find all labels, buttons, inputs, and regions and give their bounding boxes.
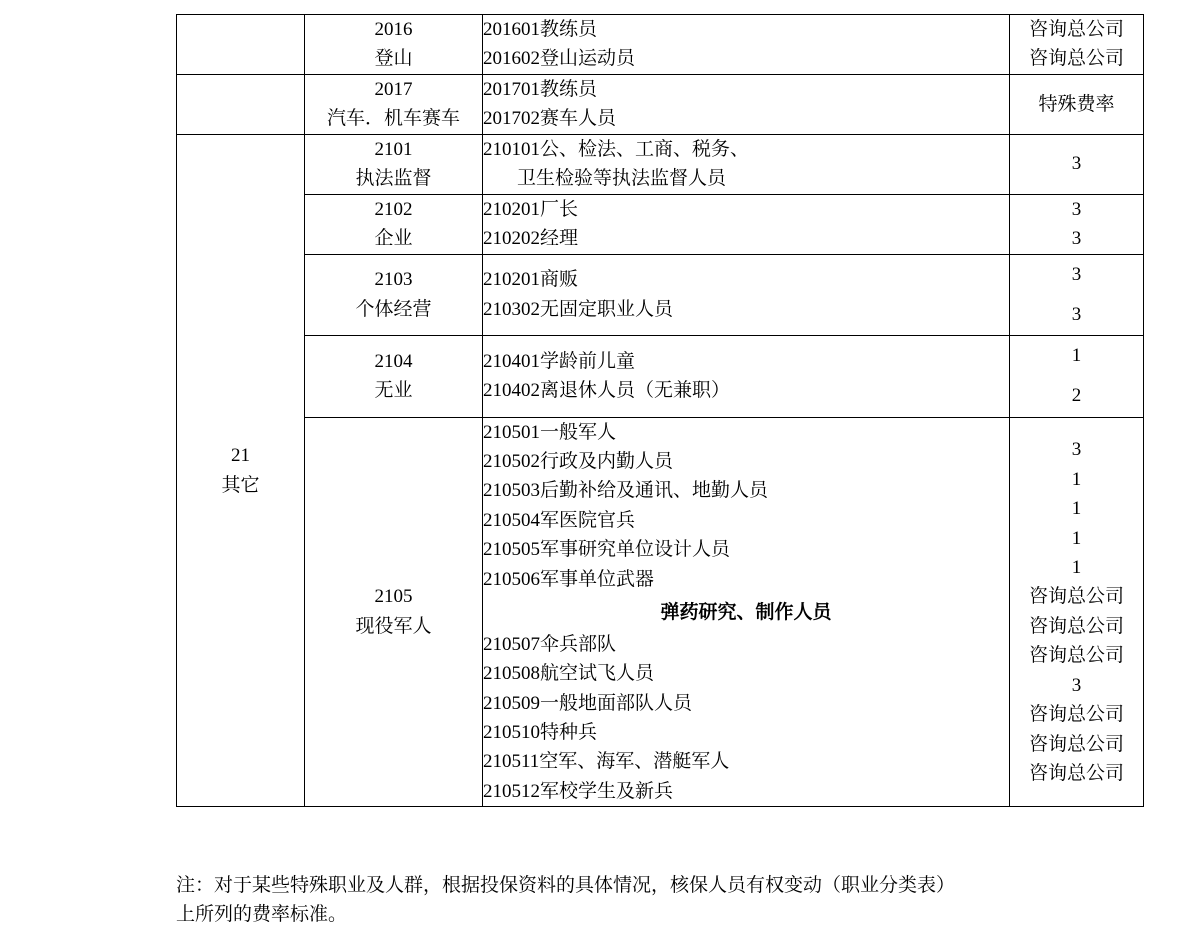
- description-cell: 201701教练员 201702赛车人员: [483, 74, 1010, 134]
- code-cell: 2016 登山: [305, 15, 483, 75]
- rate-cell: 3 3: [1010, 254, 1144, 336]
- table-row: [177, 194, 1144, 254]
- rate-cell: 1 2: [1010, 336, 1144, 418]
- code-cell: 2105 现役军人: [305, 417, 483, 807]
- table-row: [177, 15, 1144, 75]
- group-cell-empty-top: [177, 15, 305, 75]
- code-cell: 2017 汽车．机车赛车: [305, 74, 483, 134]
- description-emphasis: 弹药研究、制作人员: [660, 602, 832, 624]
- group-cell-21: 21 其它: [177, 134, 305, 807]
- table-row: [177, 336, 1144, 418]
- code-cell: 2103 个体经营: [305, 254, 483, 336]
- code-cell: 2104 无业: [305, 336, 483, 418]
- code-cell: 2101 执法监督: [305, 134, 483, 194]
- description-cell: 210201商贩 210302无固定职业人员: [483, 254, 1010, 336]
- rate-cell: 咨询总公司 咨询总公司: [1010, 15, 1144, 75]
- description-cell: 210501一般军人 210502行政及内勤人员 210503后勤补给及通讯、地勤人员 210504军医院官兵 210505军事研究单位设计人员 210506军事单位武器 弹药研究、制作人员 210507伞兵部队 210508航空试飞人员 210509一般地面部队人员 210510特种兵 210511空军、海军、潜艇军人 210512军校学生及新兵: [483, 417, 1010, 807]
- table-row: [177, 74, 1144, 134]
- description-cell: 210201厂长 210202经理: [483, 194, 1010, 254]
- description-cell: 210401学龄前儿童 210402离退休人员（无兼职）: [483, 336, 1010, 418]
- group-cell-empty-second: [177, 74, 305, 134]
- rate-cell: 3: [1010, 134, 1144, 194]
- table-footnote: 注：对于某些特殊职业及人群，根据投保资料的具体情况，核保人员有权变动（职业分类表） 上所列的费率标准。: [176, 875, 956, 925]
- table-row: [177, 134, 1144, 194]
- rate-cell: 3 1 1 1 1 咨询总公司 咨询总公司 咨询总公司 3 咨询总公司 咨询总公司 咨询总公司: [1010, 417, 1144, 807]
- table-row: [177, 254, 1144, 336]
- description-cell: 210101公、检法、工商、税务、 卫生检验等执法监督人员: [483, 134, 1010, 194]
- table-row: [177, 417, 1144, 807]
- rate-cell: 3 3: [1010, 194, 1144, 254]
- description-cell: 201601教练员 201602登山运动员: [483, 15, 1010, 75]
- rate-cell: 特殊费率: [1010, 74, 1144, 134]
- code-cell: 2102 企业: [305, 194, 483, 254]
- occupation-classification-table: [176, 14, 1144, 807]
